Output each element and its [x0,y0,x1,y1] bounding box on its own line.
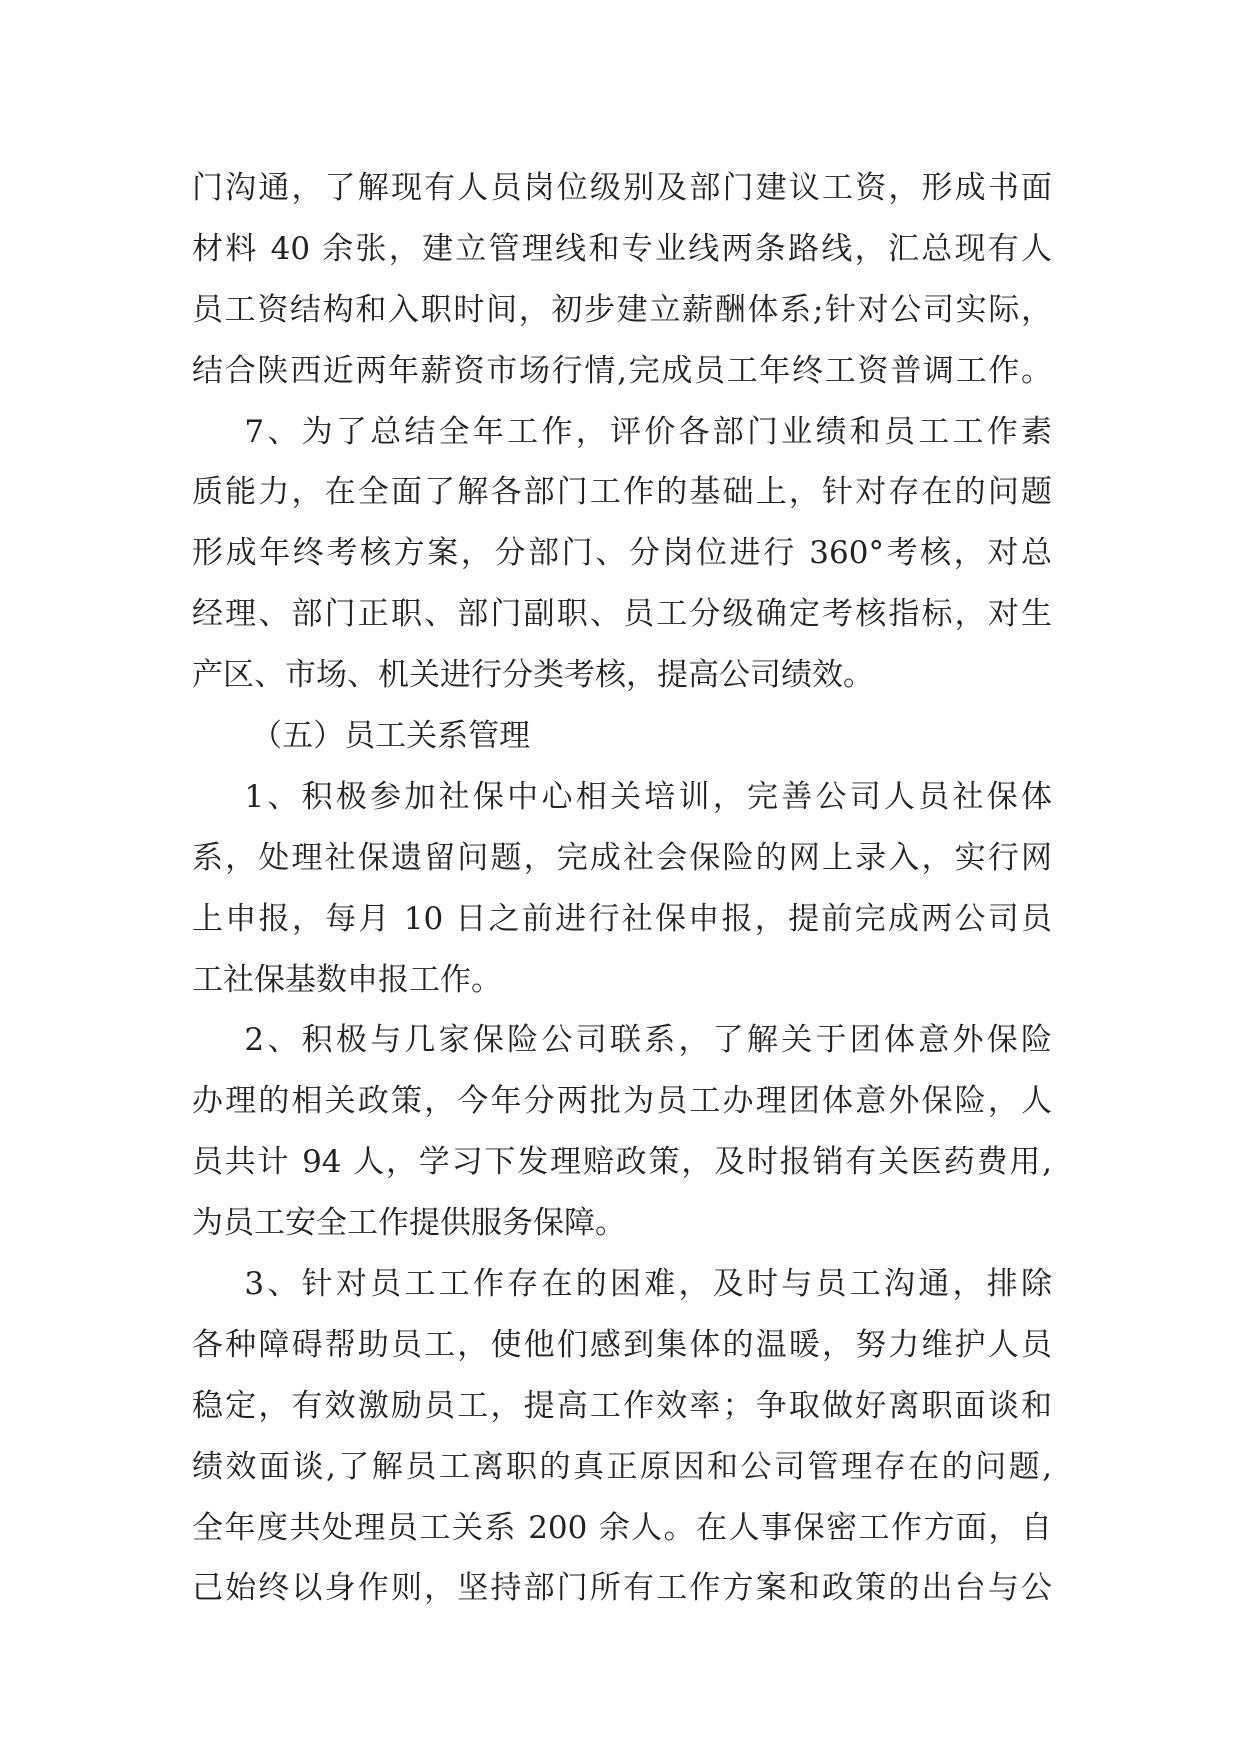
text-line: 产区、市场、机关进行分类考核，提高公司绩效。 [192,657,874,694]
text-line: 办理的相关政策，今年分两批为员工办理团体意外保险，人 [192,1083,1052,1120]
text-line: 形成年终考核方案，分部门、分岗位进行 360°考核，对总 [192,535,1052,572]
text-line: 结合陕西近两年薪资市场行情,完成员工年终工资普调工作。 [192,352,1052,389]
text-line: 为员工安全工作提供服务保障。 [192,1205,626,1242]
text-line: 3、针对员工工作存在的困难，及时与员工沟通，排除 [192,1266,1052,1303]
text-line: 员共计 94 人，学习下发理赔政策，及时报销有关医药费用, [192,1144,1052,1181]
text-line: 绩效面谈,了解员工离职的真正原因和公司管理存在的问题, [192,1448,1052,1485]
text-line: 稳定，有效激励员工，提高工作效率；争取做好离职面谈和 [192,1387,1052,1424]
text-line: 上申报，每月 10 日之前进行社保申报，提前完成两公司员 [192,900,1052,937]
text-line: 2、积极与几家保险公司联系，了解关于团体意外保险 [192,1022,1052,1059]
section-heading: （五）员工关系管理 [192,718,531,755]
document-body [192,158,1052,1619]
text-line: 1、积极参加社保中心相关培训，完善公司人员社保体 [192,778,1052,815]
text-line: 门沟通，了解现有人员岗位级别及部门建议工资，形成书面 [192,170,1052,206]
text-line: 己始终以身作则，坚持部门所有工作方案和政策的出台与公 [192,1570,1052,1607]
text-line: 员工资结构和入职时间，初步建立薪酬体系;针对公司实际， [192,291,1052,328]
text-line: 质能力，在全面了解各部门工作的基础上，针对存在的问题 [192,474,1052,511]
text-line: 材料 40 余张，建立管理线和专业线两条路线，汇总现有人 [192,230,1052,267]
text-line: 全年度共处理员工关系 200 余人。在人事保密工作方面，自 [192,1509,1052,1546]
text-line: 工社保基数申报工作。 [192,961,502,998]
text-line: 经理、部门正职、部门副职、员工分级确定考核指标，对生 [192,596,1052,633]
text-line: 各种障碍帮助员工，使他们感到集体的温暖，努力维护人员 [192,1326,1052,1363]
text-line: 系，处理社保遗留问题，完成社会保险的网上录入，实行网 [192,839,1052,876]
text-line: 7、为了总结全年工作，评价各部门业绩和员工工作素 [192,413,1052,450]
